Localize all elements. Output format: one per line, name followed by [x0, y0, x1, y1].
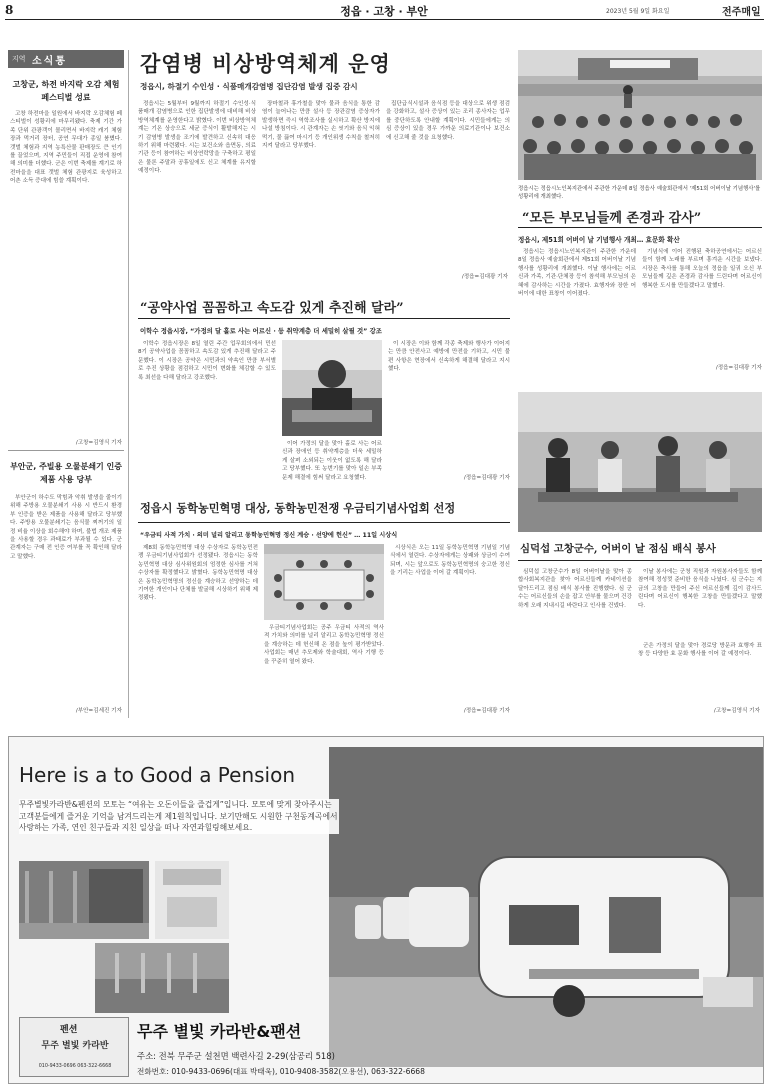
volunteer-photo [518, 392, 762, 532]
sidebar-label: 지역 [12, 55, 26, 63]
story-a-byline: /정읍=김대광 기자 [461, 274, 508, 280]
mayor-photo [282, 340, 382, 436]
story-d-col3: 시상식은 오는 11일 동학농민혁명 기념일 기념식에서 열린다. 수상자에게는 상패와 상금이 수여되며, 시는 앞으로도 동학농민혁명의 숭고한 정신을 기리는 사업을 이어 갈 계획이다. [390, 545, 510, 577]
pension-advertisement [8, 736, 764, 1084]
story-e-col1: 심덕섭 고창군수가 8일 어버이날을 맞아 종합사회복지관을 찾아 어르신들께 카네이션을 달아드리고 점심 배식 봉사를 진행했다. 심 군수는 어르신들의 손을 잡고 안부를 물으며 건강하게 오래 지내시길 바란다고 인사를 건넸다. [518, 569, 632, 609]
story-a-headline: 감염병 비상방역체계 운영 [140, 51, 391, 76]
section-title: 정읍 · 고창 · 부안 [340, 5, 428, 18]
sidebar-story2-body: 부안군이 하수도 막힘과 악취 발생을 줄이기 위해 주방용 오물분쇄기 사용 시 반드시 환경부 인증을 받은 제품을 사용해 달라고 당부했다. 주방용 오물분쇄기는 음식물 찌꺼기의 일정 비율 이상을 회수해야 하며, 불법 개조 제품을 사용할 경우 과태료가 부과될 수 있다. 군 관계자는 구매 전 인증 여부를 꼭 확인해 달라고 말했다. [10, 495, 122, 560]
ad-address: 주소: 전북 무주군 설천면 백련사길 2-29(삼공리 518) [137, 1051, 335, 1061]
ad-headline: Here is a to Good a Pension [19, 763, 296, 787]
garden-photo [95, 943, 229, 1013]
paper-name: 전주매일 [722, 7, 761, 18]
story-b-col2: 기념식에 이어 진행된 축하공연에서는 어르신들이 함께 노래를 부르며 흥겨운 시간을 보냈다. 시장은 축사를 통해 오늘의 정읍을 일궈 오신 부모님들께 깊은 존경과 감사를 드린다며 어르신이 행복한 도시를 만들겠다고 말했다. [642, 249, 762, 289]
story-c-subhead: 이학수 정읍시장, “가정의 달 홀로 사는 어르신 · 등 취약계층 더 세밀히 살필 것” 강조 [140, 327, 382, 335]
story-e-rule [518, 560, 762, 561]
garden-photo-illustration [95, 943, 229, 1013]
story-d-col1: 제8회 동학농민혁명 대상 수상자로 동학농민전쟁 우금티기념사업회가 선정됐다. 정읍시는 동학농민혁명 대상 심사위원회의 엄정한 심사를 거쳐 수상자를 확정했다고 밝혔다. 동학농민혁명 대상은 동학농민혁명의 정신을 계승하고 선양하는 데 기여한 개인이나 단체를 발굴해 시상하기 위해 제정됐다. [138, 545, 258, 602]
committee-photo [264, 544, 384, 620]
sidebar-story1-body: 고창 하전마을 일원에서 바지락 오감체험 페스티벌이 성황리에 마무리됐다. 축제 기간 가족 단위 관광객이 몰리면서 바지락 캐기 체험장과 먹거리 장터, 공연 무대가 종일 붐볐다. 갯벌 체험과 지역 농특산물 판매장도 큰 인기를 끌었으며, 지역 주민들이 직접 운영에 참여해 의미를 더했다. 군은 이번 축제를 계기로 하전마을을 대표 갯벌 체험 관광지로 육성하고 어촌 소득 증대에 힘쓸 계획이다. [10, 111, 122, 185]
story-b-subhead: 정읍시, 제51회 어버이 날 기념행사 개최… 효문화 확산 [518, 236, 680, 244]
story-c-col2: 이어 가정의 달을 맞아 홀로 사는 어르신과 장애인 등 취약계층을 더욱 세밀하게 살펴 소외되는 이웃이 없도록 해 달라고 당부했다. 또 농번기를 맞아 일손 부족 문제 해결에 힘써 달라고 요청했다. [282, 441, 382, 481]
ad-phone: 전화번호: 010-9433-0696(대표 박태욱), 010-9408-3582(오용선), 063-322-6668 [137, 1067, 425, 1076]
story-e-headline: 심덕섭 고창군수, 어버이 날 점심 배식 봉사 [520, 543, 716, 555]
sidebar-story2-headline: 부안군, 주빌용 오물분쇄기 인증제품 사용 당부 [10, 462, 122, 484]
sidebar-column-rule [128, 50, 129, 718]
ad-name: 무주 별빛 카라반&팬션 [137, 1022, 302, 1041]
sidebar-banner [8, 50, 124, 68]
story-a-col2: 장마철과 휴가철을 맞아 물과 음식을 통한 감염이 늘어나는 만큼 설사 등 장관감염 증상자가 발생하면 즉시 역학조사를 실시하고 확산 방지에 나설 방침이다. 시 관계자는 손 씻기와 음식 익혀 먹기, 물 끓여 마시기 등 개인위생 수칙을 철저히 지켜 달라고 당부했다. [262, 101, 380, 150]
sidebar-story1-byline: /고창=김영식 기자 [75, 440, 122, 446]
ceremony-photo [518, 50, 762, 180]
sign-phone: 010-9433-0696 063-322-6668 [38, 1064, 112, 1069]
story-d-rule [138, 522, 510, 523]
deck-photo [19, 861, 149, 939]
sidebar-title: 소식통 [32, 56, 67, 67]
story-a-col1: 정읍시는 5월부터 9월까지 하절기 수인성·식품매개 감염병으로 인한 집단발생에 대비해 비상방역체계를 운영한다고 밝혔다. 이번 비상방역체계는 기온 상승으로 세균 증식이 활발해지는 시기 감염병 발생을 조기에 발견하고 신속히 대응하기 위해 마련됐다. 시는 보건소와 읍면동, 의료기관 등이 참여하는 비상연락망을 구축하고 평일은 물론 주말과 공휴일에도 신고 체계를 유지할 예정이다. [138, 101, 256, 175]
sign-subtitle: 무주 별빛 카라반 [41, 1041, 109, 1051]
story-b-headline: “모든 부모님들께 존경과 감사” [522, 211, 702, 226]
page-number: 8 [5, 3, 14, 17]
story-b-rule [518, 227, 762, 228]
mayor-photo-illustration [282, 340, 382, 436]
ad-intro: 무주별빛카라반&펜션의 모토는 “여유는 오돈이들을 즐겁게”입니다. 모토에 맞게 찾아주시는 고객분들에게 즐거운 기억을 남겨드리는게 제1원칙입니다. 보기만해도 시원한 구천동계곡에서 사랑하는 가족, 연인 친구들과 지친 일상을 떠나 자연과힐링해보세요. [19, 800, 338, 833]
story-d-subhead: “우금티 사적 가치 · 의미 널리 알리고 동학농민혁명 정신 계승 · 선양에 헌신” … 11일 시상식 [140, 532, 398, 539]
interior-photo-illustration [155, 861, 229, 939]
header-rule [5, 19, 764, 20]
story-e-col3: 군은 가정의 달을 맞아 경로당 방문과 효행자 표창 등 다양한 효 문화 행사를 이어 갈 예정이다. [638, 643, 762, 658]
pension-signboard [19, 1017, 129, 1077]
committee-photo-illustration [264, 544, 384, 620]
volunteer-photo-illustration [518, 392, 762, 532]
story-c-headline: “공약사업 꼼꼼하고 속도감 있게 추진해 달라” [140, 301, 404, 316]
story-c-byline: /정읍=김대광 기자 [463, 475, 510, 481]
issue-date: 2023년 5월 9일 화요일 [606, 8, 670, 15]
sign-title: 펜션 [60, 1025, 78, 1035]
story-c-col3: 이 시장은 이와 함께 각종 축제와 행사가 이어지는 만큼 안전사고 예방에 만전을 기하고, 시민 불편 사항은 현장에서 신속하게 해결해 달라고 지시했다. [388, 341, 510, 373]
story-b-byline: /정읍=김대광 기자 [715, 365, 762, 371]
deck-photo-illustration [19, 861, 149, 939]
story-a-subhead: 정읍시, 하절기 수인성 · 식품매개감염병 집단감염 발생 집중 감시 [140, 82, 358, 91]
page-header [0, 0, 768, 20]
ceremony-photo-caption: 정읍시는 정읍시노인복지관에서 주관한 가운데 8일 정읍사 예술회관에서 '제51회 어버이날 기념행사'를 성황리에 개최했다. [518, 186, 761, 200]
sidebar-story2-byline: /부안=김세진 기자 [75, 708, 122, 714]
story-b-col1: 정읍시는 정읍시노인복지관이 주관한 가운데 8일 정읍사 예술회관에서 제51회 어버이날 기념행사를 성황리에 개최했다. 이날 행사에는 어르신과 가족, 기관·단체장 등이 참석해 부모님의 은혜에 감사하는 시간을 가졌다. 효행자와 장한 어버이에 대한 표창이 이어졌다. [518, 249, 636, 298]
story-a-col3: 집단급식시설과 음식점 등을 대상으로 위생 점검을 강화하고, 설사 증상이 있는 조리 종사자는 업무를 중단하도록 안내할 계획이다. 시민들에게는 의심 증상이 있을 경우 가까운 의료기관이나 보건소에 신고해 줄 것을 요청했다. [386, 101, 510, 141]
interior-photo [155, 861, 229, 939]
story-d-col2: 우금티기념사업회는 공주 우금티 사적의 역사적 가치와 의미를 널리 알리고 동학농민혁명 정신을 계승하는 데 헌신해 온 점을 높이 평가받았다. 사업회는 매년 추모제와 학술대회, 역사 기행 등을 꾸준히 열어 왔다. [264, 625, 384, 665]
story-d-headline: 정읍시 동학농민혁명 대상, 동학농민전쟁 우금티기념사업회 선정 [140, 501, 456, 515]
sidebar [8, 50, 124, 718]
story-e-byline: /고창=김영식 기자 [713, 708, 760, 714]
ceremony-photo-illustration [518, 50, 762, 180]
sidebar-divider [8, 450, 124, 451]
story-d-byline: /정읍=김대광 기자 [463, 708, 510, 714]
sidebar-story1-headline: 고창군, 하전 바지락 오감 체험 페스티벌 성료 [12, 80, 120, 102]
story-c-rule [138, 318, 510, 319]
story-c-col1: 이학수 정읍시장은 8일 열린 주간 업무회의에서 민선 8기 공약사업을 꼼꼼하고 속도감 있게 추진해 달라고 주문했다. 이 시장은 공약은 시민과의 약속인 만큼 부서별로 추진 상황을 점검하고 시민이 변화를 체감할 수 있도록 최선을 다해 달라고 강조했다. [138, 341, 276, 381]
story-e-col2: 이날 봉사에는 군청 직원과 자원봉사자들도 함께 참여해 정성껏 준비한 음식을 나눴다. 심 군수는 지금의 고창을 만들어 주신 어르신들께 깊이 감사드린다며 어르신이 행복한 고창을 만들겠다고 말했다. [638, 569, 762, 609]
